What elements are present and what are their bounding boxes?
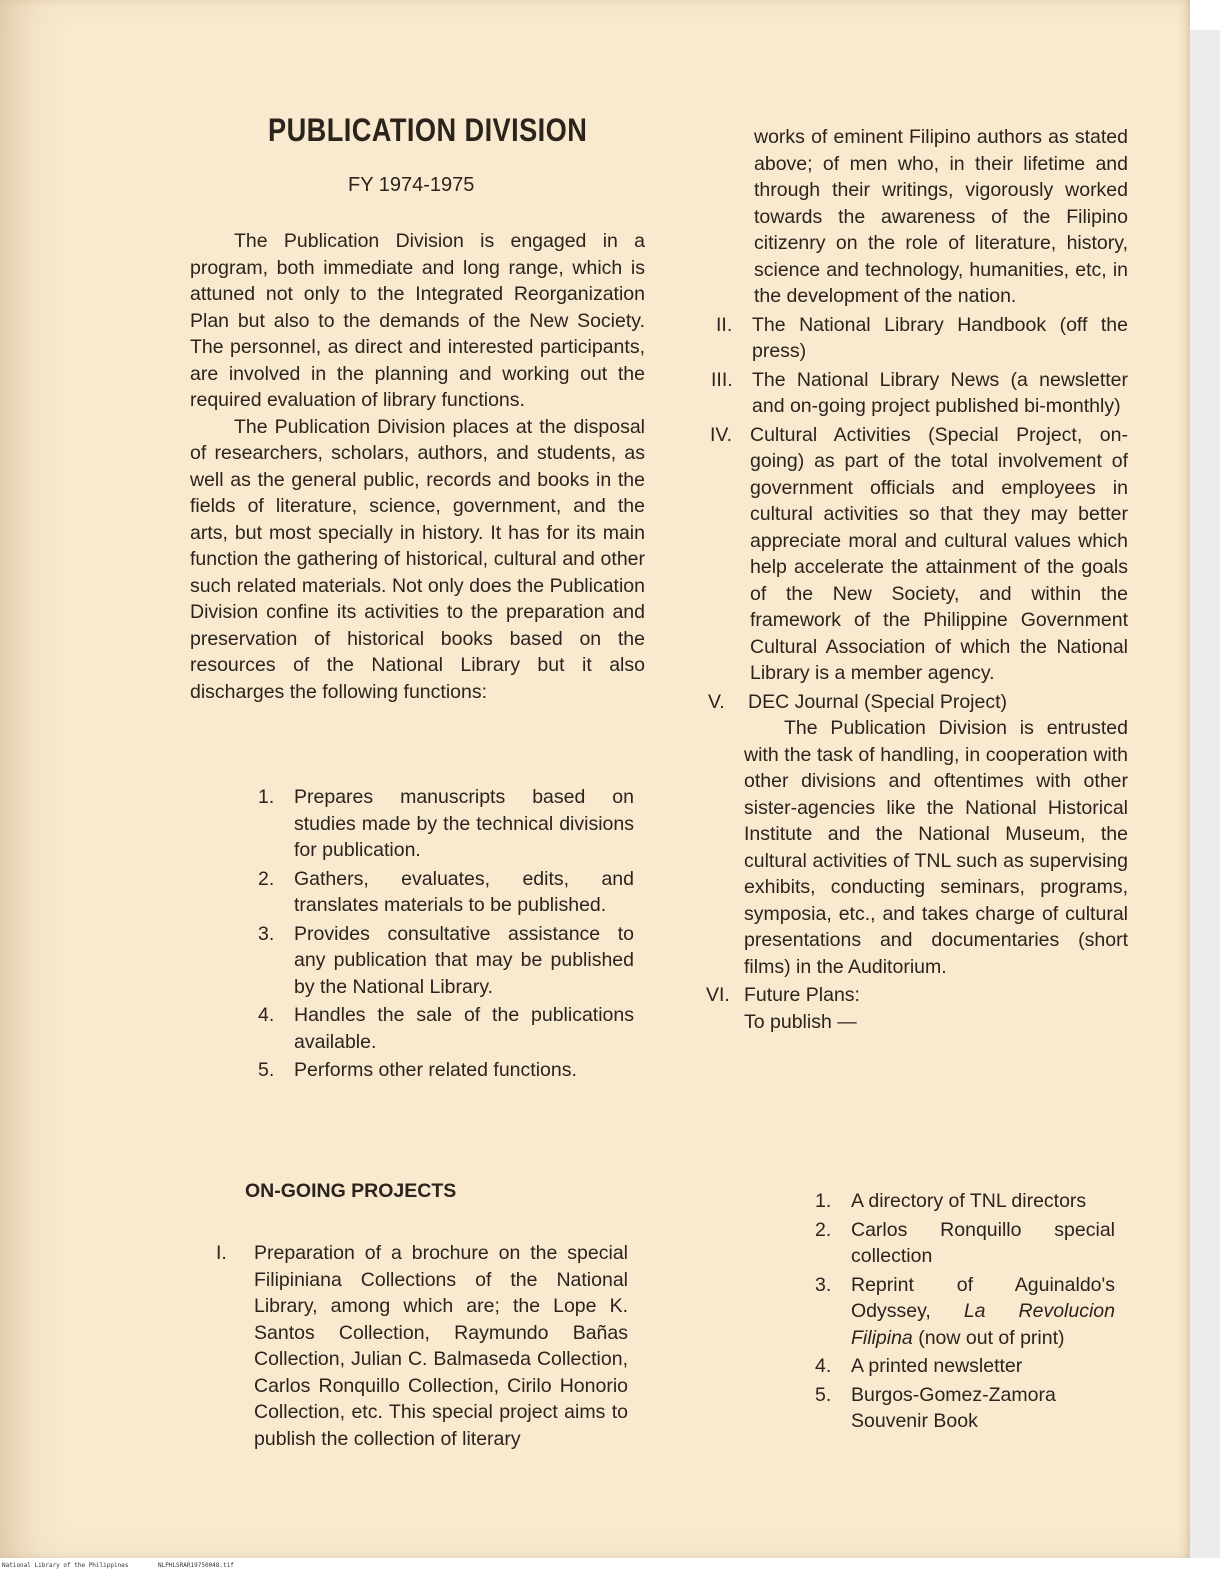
item-text: Handles the sale of the publications available. (294, 1004, 634, 1053)
project-text: Cultural Activities (Special Project, on-going) as part of the total involvement of government officials and employees in cultural activities so that they may better appreciate moral and cultural values which help accelerate the attainment of the goals of the New Society, and within the framework of the Philippine Government Cultural Association of which the National Library is a member agency. (750, 423, 1128, 684)
project-text: Preparation of a brochure on the special Filipiniana Collections of the National Library, among which are; the Lope K. Santos Collection, Raymundo Bañas Collection, Julian C. Balmaseda Collection, Carlos Ronquillo Collection, Cirilo Honorio Collection, etc. This special project aims to publish the collection of literary (254, 1242, 628, 1450)
item-text: Prepares manuscripts based on studies made by the technical divisions for publication. (294, 786, 634, 861)
list-item (815, 1353, 1115, 1380)
ongoing-projects-heading: ON-GOING PROJECTS (245, 1180, 457, 1202)
item-text-pre: Reprint of Aguinaldo's Odyssey, (851, 1273, 1115, 1322)
roman-numeral: VI. (706, 984, 730, 1006)
item-number: 1. (815, 1190, 832, 1212)
future-plans-list (815, 1188, 1115, 1437)
item-number: 5. (258, 1059, 275, 1081)
item-text: Performs other related functions. (294, 1059, 577, 1081)
item-text: Burgos-Gomez-Zamora Souvenir Book (851, 1383, 1056, 1432)
item-text: A printed newsletter (851, 1355, 1023, 1377)
item-number: 4. (258, 1004, 275, 1026)
left-column (190, 228, 645, 705)
list-item (815, 1188, 1115, 1215)
list-item (258, 866, 634, 919)
project-text: The National Library News (a newsletter and on-going project published bi-monthly) (752, 368, 1128, 417)
list-item (258, 921, 634, 1001)
list-item (815, 1272, 1115, 1352)
item-number: 4. (815, 1355, 832, 1377)
project-1 (216, 1240, 628, 1452)
roman-numeral: V. (708, 690, 725, 713)
intro-paragraph-1: The Publication Division is engaged in a program, both immediate and long range, which is attuned not only to the Integrated Reorganization Plan but also to the demands of the New Society. The personnel, as direct and interested participants, are involved in the planning and working out the required evaluation of library functions. (190, 230, 645, 411)
project-1-continued: works of eminent Filipino authors as stated above; of men who, in their lifetime and through their writings, vigorously worked towards the awareness of the Filipino citizenry on the role of literature, history, science and technology, humanities, etc, in the development of the nation. (754, 126, 1128, 307)
project-5-paragraph: The Publication Division is entrusted with the task of handling, in cooperation with other divisions and oftentimes with other sister-agencies like the National Historical Institute and the National Museum, the cultural activities of TNL such as supervising exhibits, conducting seminars, programs, symposia, etc., and takes charge of cultural presentations and documentaries (short films) in the Auditorium. (744, 717, 1128, 978)
list-item (815, 1382, 1115, 1435)
roman-numeral: III. (711, 368, 733, 391)
item-text-post: (now out of print) (912, 1326, 1065, 1349)
to-publish-label: To publish — (744, 1010, 857, 1033)
roman-numeral: IV. (710, 423, 733, 446)
item-number: 3. (815, 1273, 832, 1296)
footer-filename: NLPHLSRAR19750048.tif (158, 1562, 234, 1569)
item-text: A directory of TNL directors (851, 1190, 1087, 1212)
list-item (815, 1217, 1115, 1270)
item-text: Provides consultative assistance to any publication that may be published by the National Library. (294, 922, 634, 998)
item-text: Carlos Ronquillo special collection (851, 1218, 1115, 1267)
item-number: 3. (258, 922, 275, 945)
functions-list (258, 784, 634, 1086)
intro-paragraph-2: The Publication Division places at the disposal of researchers, scholars, authors, and students, as well as the general public, records and books in the fields of literature, science, government, and the arts, but most specially in history. It has for its main function the gathering of historical, cultural and other such related materials. Not only does the Publication Division confine its activities to the preparation and preservation of historical books based on the resources of the National Library but it also discharges the following functions: (190, 415, 645, 703)
list-item (258, 784, 634, 864)
list-item (258, 1057, 634, 1084)
item-text-italic: La Revolucion Filipina (851, 1300, 1115, 1349)
item-number: 2. (815, 1218, 832, 1241)
project-text: The National Library Handbook (off the press) (752, 313, 1128, 362)
page-title: PUBLICATION DIVISION (268, 112, 588, 148)
item-number: 1. (258, 786, 275, 808)
project-text: DEC Journal (Special Project) (748, 690, 1008, 713)
item-number: 2. (258, 867, 275, 890)
footer-source: National Library of the Philippines (2, 1562, 129, 1569)
list-item (258, 1002, 634, 1055)
roman-numeral: I. (216, 1242, 227, 1264)
project-text: Future Plans: (744, 984, 860, 1006)
right-column (706, 124, 1128, 1049)
fiscal-year: FY 1974-1975 (348, 174, 475, 196)
page-edge (1190, 30, 1220, 1558)
item-number: 5. (815, 1383, 832, 1406)
item-text: Gathers, evaluates, edits, and translates materials to be published. (294, 867, 634, 916)
roman-numeral: II. (716, 313, 733, 336)
